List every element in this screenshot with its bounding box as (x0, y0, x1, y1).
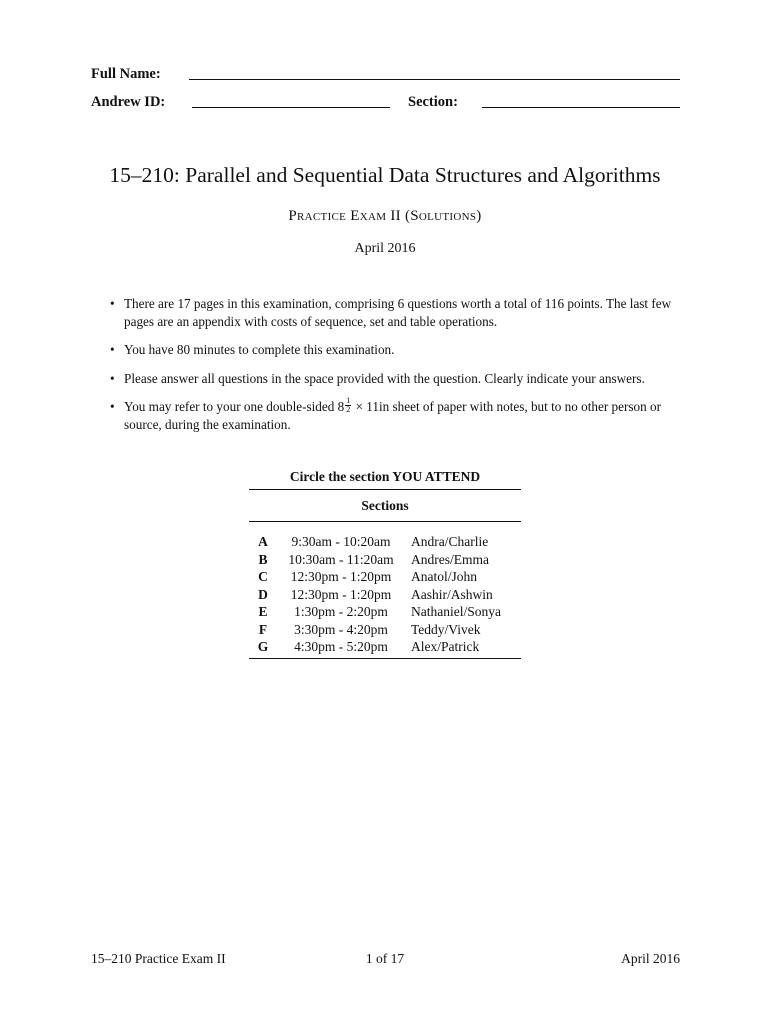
exam-title: 15–210: Parallel and Sequential Data Structures and Algorithms (109, 163, 661, 187)
section-letter: G (257, 639, 269, 654)
section-time: 12:30pm - 1:20pm (290, 569, 392, 584)
section-time: 4:30pm - 5:20pm (294, 639, 388, 654)
bullet-icon: • (110, 342, 115, 357)
page-number: 1 of 17 (365, 951, 405, 966)
fraction-numerator: 1 (346, 396, 351, 406)
instruction-item (110, 295, 685, 330)
bullet-icon: • (110, 296, 115, 311)
section-tas: Teddy/Vivek (411, 621, 481, 637)
section-tas: Aashir/Ashwin (411, 586, 493, 602)
section-table (249, 533, 521, 656)
table-row[interactable] (249, 621, 521, 639)
exam-subtitle: Practice Exam II (Solutions) (288, 208, 482, 224)
instruction-text: Please answer all questions in the space provided with the question. Clearly indicate your answers. (124, 370, 645, 386)
andrew-id-field[interactable] (192, 107, 390, 108)
section-letter: E (258, 604, 268, 619)
fraction (345, 397, 351, 414)
fraction-denominator: 2 (346, 405, 351, 415)
section-table-block (249, 467, 521, 659)
section-tas: Alex/Patrick (411, 639, 480, 654)
full-name-field[interactable] (189, 79, 680, 80)
instruction-text: You have 80 minutes to complete this examination. (124, 342, 395, 357)
instructions-list (110, 295, 685, 445)
section-label: Section: (408, 94, 458, 110)
section-letter: C (258, 569, 268, 584)
table-row[interactable] (249, 568, 521, 586)
section-tas: Nathaniel/Sonya (411, 604, 501, 619)
table-mid-rule (249, 521, 521, 522)
section-letter: B (258, 551, 268, 567)
section-tas: Anatol/John (411, 569, 477, 584)
table-row[interactable] (249, 638, 521, 656)
table-row[interactable] (249, 603, 521, 621)
instruction-item (110, 341, 685, 359)
section-tas: Andra/Charlie (411, 534, 489, 549)
andrew-id-label: Andrew ID: (91, 94, 166, 110)
bullet-icon: • (110, 399, 115, 414)
table-row[interactable] (249, 586, 521, 604)
section-time: 9:30am - 10:20am (291, 534, 391, 549)
full-name-label: Full Name: (91, 66, 161, 82)
bullet-icon: • (110, 370, 115, 386)
instruction-item (110, 370, 685, 388)
table-bottom-rule (249, 658, 521, 659)
exam-date: April 2016 (354, 241, 416, 256)
section-time: 3:30pm - 4:20pm (294, 621, 388, 637)
section-table-caption: Circle the section YOU ATTEND (289, 469, 481, 484)
footer-left: 15–210 Practice Exam II (91, 951, 226, 966)
section-table-header: Sections (361, 498, 409, 513)
section-time: 10:30am - 11:20am (288, 551, 394, 567)
instruction-text-before: You may refer to your one double-sided 8 (124, 399, 345, 414)
section-tas: Andres/Emma (411, 551, 489, 567)
instruction-text-after: × 11in sheet of paper with notes, but to no other person or source, during the examination. (124, 399, 661, 433)
section-time: 1:30pm - 2:20pm (294, 604, 388, 619)
section-field[interactable] (482, 107, 680, 108)
section-letter: D (258, 586, 268, 602)
footer-right: April 2016 (621, 951, 680, 966)
section-time: 12:30pm - 1:20pm (290, 586, 392, 602)
table-row[interactable] (249, 533, 521, 551)
section-letter: A (258, 534, 268, 549)
section-letter: F (258, 621, 268, 637)
instruction-text: There are 17 pages in this examination, comprising 6 questions worth a total of 116 points. The last few pages are an appendix with costs of sequence, set and table operations. (124, 296, 672, 329)
table-row[interactable] (249, 551, 521, 569)
instruction-item (110, 398, 685, 434)
